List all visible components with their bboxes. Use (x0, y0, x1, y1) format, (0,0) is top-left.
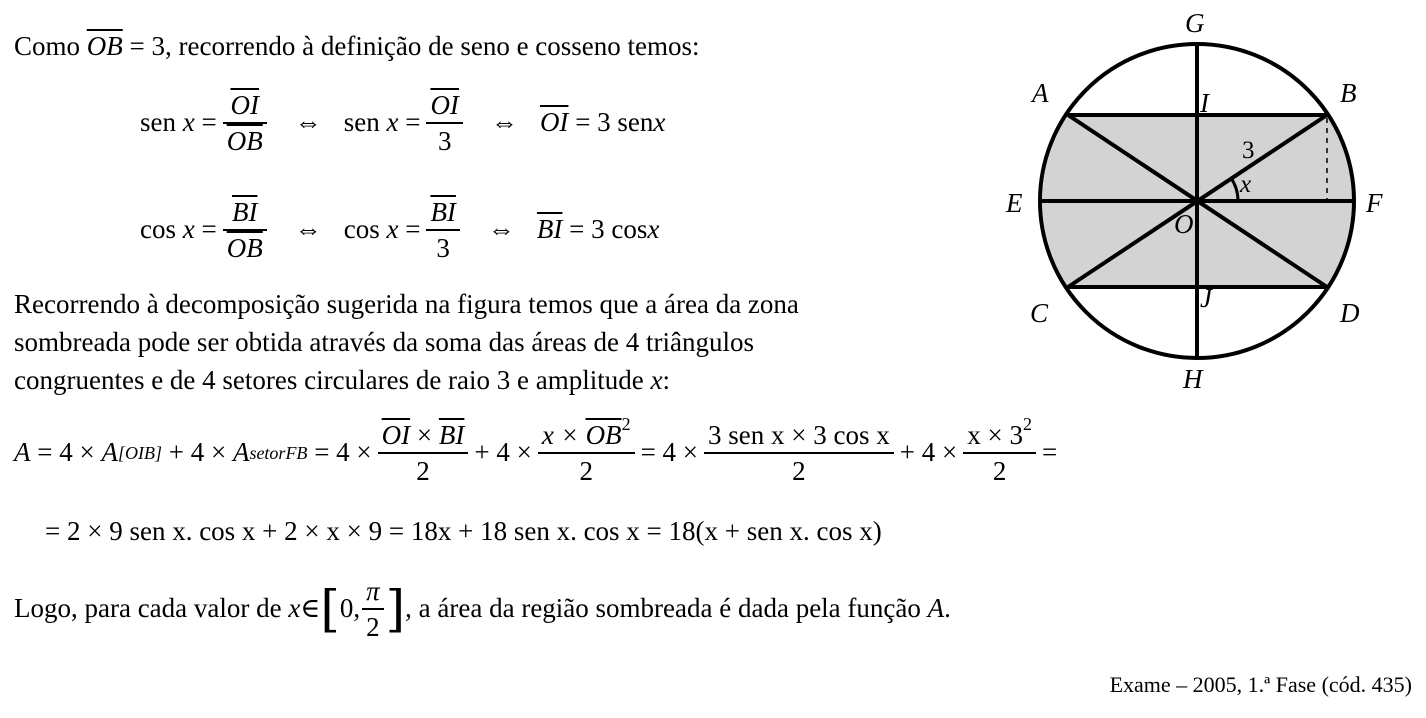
area-formula-line1: A = 4 × A [OIB] + 4 × A setorFB = 4 × $\frac{\overline{OI} \times \overline{BI}}{2}$ + 4 × $\frac{x \times \overline{OB}^2}{2}$ = 4 × $\frac{\text{3 sen x × 3 cos x}}{2}$ + 4 × $\frac{x \times 3^2}{2}$ = (14, 414, 1058, 486)
label-o: O (1174, 209, 1194, 239)
label-radius: 3 (1242, 137, 1255, 164)
iff-symbol: ⇔ (294, 107, 322, 138)
denominator-2: 2 (992, 455, 1007, 486)
fraction-triangle-values (704, 418, 894, 488)
fraction-oi-3 (426, 88, 463, 158)
cos-label: cos (140, 214, 176, 245)
conclusion-text: Logo, para cada valor de (14, 593, 282, 624)
segment-bi: $\overline{BI}$ (231, 197, 258, 227)
right-bracket: ] (385, 579, 406, 638)
fraction-oi-ob (223, 88, 267, 158)
intro-text: Como (14, 31, 87, 61)
var-x: x (288, 593, 301, 624)
iff-symbol: ⇔ (487, 214, 515, 245)
label-a: A (1032, 78, 1049, 108)
paragraph-line: sombreada pode ser obtida através da soma das áreas de 4 triângulos (14, 327, 754, 357)
label-i: I (1200, 88, 1209, 118)
times: × (410, 420, 439, 450)
equals: = (201, 214, 217, 245)
var-a: A (927, 593, 945, 624)
denominator-2: 2 (579, 455, 593, 486)
equals: = (405, 107, 421, 138)
var-x: x (653, 107, 666, 138)
var-x: x (182, 107, 195, 138)
denominator-2: 2 (366, 611, 380, 642)
label-j: J (1200, 283, 1212, 313)
fraction-sector (538, 414, 635, 488)
period: . (944, 593, 951, 624)
segment-bi: $\overline{BI}$ (536, 214, 563, 245)
denominator-2: 2 (416, 455, 430, 486)
segment-bi: $\overline{BI}$ (430, 197, 456, 227)
exponent-2: 2 (1022, 414, 1032, 434)
four-times: 4 × (59, 437, 95, 468)
fraction-pi-2 (362, 574, 384, 644)
paragraph-text: congruentes e de 4 setores circulares de raio 3 e amplitude (14, 365, 651, 395)
var-a: A (232, 437, 250, 468)
label-h: H (1183, 364, 1203, 394)
iff-symbol: ⇔ (294, 214, 322, 245)
fraction-bi-ob (223, 195, 267, 265)
var-a: A (14, 437, 31, 468)
var-x: x (182, 214, 195, 245)
rhs-text: = 3 cos (569, 214, 648, 245)
segment-ob: OB (226, 125, 263, 156)
label-c: C (1030, 298, 1049, 328)
intro-line (14, 27, 700, 65)
segment-oi: $\overline{OI}$ (230, 90, 259, 120)
paragraph-line: congruentes e de 4 setores circulares de raio 3 e amplitude x: (14, 365, 670, 395)
segment-ob: $\overline{OB}$ (86, 31, 123, 61)
denominator-2: 2 (792, 455, 806, 486)
equals-four-times: = 4 × (640, 437, 699, 468)
pi: π (366, 576, 380, 606)
equals: = (1041, 437, 1058, 468)
left-bracket: [ (320, 579, 340, 638)
sen-label: sen (343, 107, 380, 138)
sen-label: sen (140, 107, 176, 138)
var-a: A (101, 437, 118, 468)
segment-oi: $\overline{OI}$ (539, 107, 569, 138)
area-formula-line2: = 2 × 9 sen x. cos x + 2 × x × 9 = 18x + 18 sen x. cos x = 18(x + sen x. cos x) (45, 516, 882, 546)
circle-figure (995, 0, 1415, 400)
segment-ob: $\overline{OB}$ (585, 420, 622, 450)
segment-oi: $\overline{OI}$ (381, 420, 411, 450)
label-d: D (1340, 298, 1360, 328)
denominator-3: 3 (437, 125, 452, 156)
equals: = (201, 107, 217, 138)
interval-start: 0, (339, 593, 361, 624)
cos-equation (140, 195, 659, 265)
fraction-sector-values (963, 414, 1036, 488)
var-x: x (647, 214, 660, 245)
fraction-bi-3 (426, 195, 459, 265)
label-b: B (1340, 78, 1357, 108)
label-f: F (1366, 188, 1383, 218)
fraction-triangle (378, 418, 469, 488)
equals: = (37, 437, 53, 468)
rhs-text: = 3 sen (575, 107, 654, 138)
numerator-x-3: x × 3 (967, 420, 1023, 450)
paragraph-line: Recorrendo à decomposição sugerida na figura temos que a área da zona (14, 289, 799, 319)
var-x: x (650, 365, 663, 395)
cos-label: cos (343, 214, 380, 245)
var-x: x (386, 214, 399, 245)
label-angle-x: x (1240, 171, 1252, 198)
iff-symbol: ⇔ (490, 107, 518, 138)
plus-four-times: + 4 × (168, 437, 227, 468)
explanation-paragraph (14, 285, 799, 399)
var-x: x (386, 107, 399, 138)
intro-text-end: = 3, recorrendo à definição de seno e cosseno temos: (122, 31, 700, 61)
element-of: ∈ (300, 593, 321, 624)
conclusion-line (14, 574, 951, 644)
numerator-sen-cos: 3 sen x × 3 cos x (708, 420, 890, 450)
segment-bi: $\overline{BI}$ (438, 420, 465, 450)
plus-four-times: + 4 × (474, 437, 532, 468)
segment-ob: OB (226, 232, 263, 263)
segment-oi: $\overline{OI}$ (430, 90, 459, 120)
sen-equation (140, 88, 665, 158)
plus-four-times: + 4 × (899, 437, 958, 468)
label-g: G (1185, 8, 1205, 38)
conclusion-text-end: , a área da região sombreada é dada pela função (405, 593, 921, 624)
label-e: E (1006, 188, 1023, 218)
equals: = (405, 214, 421, 245)
source-footer: Exame – 2005, 1.ª Fase (cód. 435) (1109, 672, 1412, 697)
exponent-2: 2 (621, 414, 631, 434)
x-times: x × (541, 420, 586, 450)
denominator-3: 3 (436, 232, 450, 263)
equals-four-times: = 4 × (314, 437, 372, 468)
